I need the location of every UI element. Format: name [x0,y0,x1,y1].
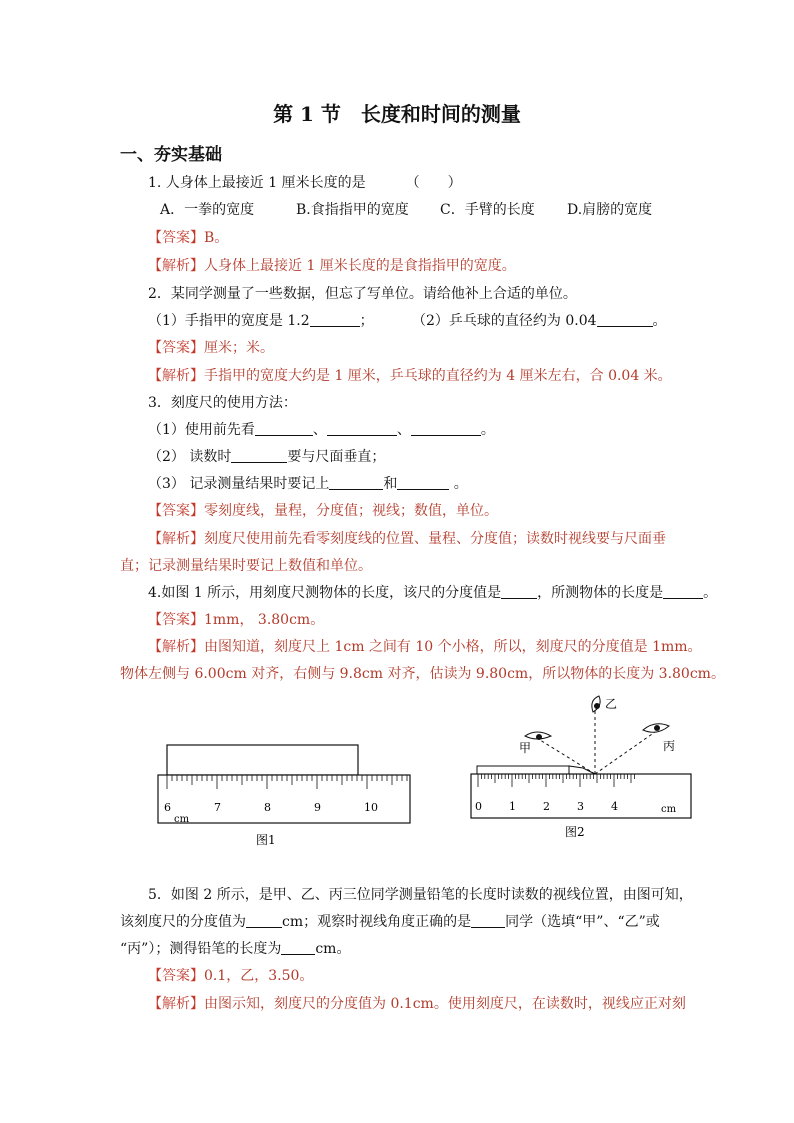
q4-stem: 4.如图 1 所示，用刻度尺测物体的长度，该尺的分度值是 ，所测物体的长度是 。 [148,585,718,601]
ruler-body [158,775,410,823]
figure-1-caption: 图1 [256,833,276,847]
q2-part1: （1）手指甲的宽度是 1.2 ； [148,313,374,329]
measured-object [167,745,358,775]
q3-line1: （1）使用前先看 、 、 。 [148,422,495,438]
figure-2-caption: 图2 [565,825,585,839]
ruler-tick-label: 3 [577,800,584,813]
label-yi: 乙 [605,697,618,711]
ruler-unit: cm [661,804,677,815]
ruler-tick-label: 4 [611,800,618,813]
eye-icon [643,724,669,733]
page-title: 第 1 节 长度和时间的测量 [273,102,521,126]
ruler-tick-label: 7 [214,801,221,814]
q1-analysis: 【解析】人身体上最接近 1 厘米长度的是食指指甲的宽度。 [148,258,516,274]
ruler-tick-label: 8 [264,801,271,814]
q1-option-d: D.肩膀的宽度 [567,202,653,218]
ruler-tick-label: 1 [509,800,516,813]
pencil-tip [569,766,595,774]
q3-stem: 3．刻度尺的使用方法： [148,395,297,411]
q3-line2: （2） 读数时 要与尺面垂直； [148,449,386,465]
q3-answer: 【答案】零刻度线，量程，分度值；视线；数值，单位。 [148,503,498,519]
q5-answer: 【答案】0.1，乙，3.50。 [148,968,314,984]
q3-analysis-line1: 【解析】刻度尺使用前先看零刻度线的位置、量程、分度值；读数时视线要与尺面垂 [148,531,666,547]
figure-1-ruler [150,740,420,850]
q4-answer: 【答案】1mm， 3.80cm。 [148,612,325,628]
q1-answer: 【答案】B。 [148,230,229,246]
label-bing: 丙 [663,739,676,753]
q5-analysis: 【解析】由图示知，刻度尺的分度值为 0.1cm。使用刻度尺，在读数时，视线应正对刻 [148,996,686,1012]
q2-stem: 2．某同学测量了一些数据，但忘了写单位。请给他补上合适的单位。 [148,286,577,302]
q1-stem: 1. 人身体上最接近 1 厘米长度的是 （ ） [148,175,462,191]
section-heading: 一、夯实基础 [120,145,222,165]
q4-analysis-line2: 物体左侧与 6.00cm 对齐，右侧与 9.8cm 对齐，估读为 9.80cm，所以物体的长度为 3.80cm。 [120,666,725,682]
sight-line-bing [595,732,655,774]
q2-analysis: 【解析】手指甲的宽度大约是 1 厘米，乒乓球的直径约为 4 厘米左右，合 0.04 米。 [148,368,672,384]
q5-line3: “丙”）；测得铅笔的长度为 cm。 [120,941,351,957]
q1-option-b: B.食指指甲的宽度 [296,202,409,218]
pencil-body [477,766,569,774]
eye-icon [592,696,600,712]
eye-icon [525,732,551,740]
q2-part2: （2）乒乓球的直径约为 0.04 。 [412,313,667,329]
figure-2-ruler [465,690,695,850]
q4-analysis-line1: 【解析】由图知道，刻度尺上 1cm 之间有 10 个小格，所以，刻度尺的分度值是 1mm。 [148,639,702,655]
ruler-unit: cm [174,814,190,825]
q1-option-c: C．手臂的长度 [440,202,535,218]
q3-analysis-line2: 直；记录测量结果时要记上数值和单位。 [120,558,372,574]
ruler-tick-label: 2 [543,800,550,813]
ruler-tick-label: 10 [364,801,378,814]
q1-option-a: A．一拳的宽度 [160,202,255,218]
q2-answer: 【答案】厘米；米。 [148,340,274,356]
ruler-tick-label: 0 [475,800,482,813]
q3-line3: （3） 记录测量结果时要记上 和 。 [148,476,468,492]
q5-line1: 5．如图 2 所示，是甲、乙、丙三位同学测量铅笔的长度时读数的视线位置，由图可知， [148,887,693,903]
ruler-tick-label: 6 [164,801,171,814]
label-jia: 甲 [519,741,532,755]
ruler-tick-label: 9 [314,801,321,814]
q5-line2: 该刻度尺的分度值为 cm；观察时视线角度正确的是 同学（选填“甲”、“乙”或 [120,914,660,930]
